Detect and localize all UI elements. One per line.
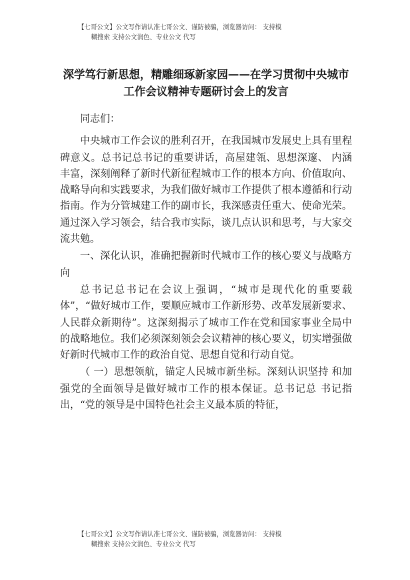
- footer-line-1: 【七哥公文】公文写作请认准七哥公文、谨防被骗，浏览器访问： 支持模: [78, 531, 282, 538]
- paragraph-section-1: 总书记总书记在会议上强调，“城市是现代化的重要载体”，“做好城市工作，要顺应城市工作新形势、改革发展新要求、人民群众新期待”。这深刻揭示了城市工作在党和国家事业全局中的战略地位。我们必须深刻领会会议精神的核心要义，切实增强做好新时代城市工作的政治自觉、思想自觉和行动自觉。: [60, 284, 352, 362]
- document-body: [60, 112, 352, 414]
- subsection-1: （ 一）思想领航，锚定人民城市新坐标。深刻认识坚持 和加强党的全面领导是做好城市工作的根本保证。总书记总 书记指出，“党的领导是中国特色社会主义最本质的特征，: [60, 367, 352, 412]
- footer-line-2: 糊搜索 支持公文润色、专业公文 代写: [91, 541, 196, 548]
- page-header: [78, 23, 374, 43]
- document-title: 深学笃行新思想，精雕细琢新家园——在学习贯彻中央城市工作会议精神专题研讨会上的发言: [63, 68, 349, 98]
- paragraph-intro: 中央城市工作会议的胜利召开，在我国城市发展史上具有里程碑意义。总书记总书记的重要讲话，高屋建瓴、思想深邃、 内涵丰富，深刻阐释了新时代新征程城市工作的根本方向、价值取向、战略导向和实践要求，为我们做好城市工作提供了根本遵循和行动指南。作为分管城建工作的副市长，我深感责任重大、使命光荣。通过深入学习领会，结合我市实际，谈几点认识和思考，与大家交流共勉。: [60, 136, 352, 246]
- page-footer: [78, 530, 374, 550]
- header-line-2: 糊搜索 支持公文润色、专业公文 代写: [91, 34, 196, 41]
- section-heading-1: 一、深化认识，准确把握新时代城市工作的核心要义与战略方向: [60, 251, 352, 279]
- greeting: 同志们：: [80, 114, 120, 125]
- header-line-1: 【七哥公文】公文写作请认准七哥公文、谨防被骗，浏览器访问： 支持模: [78, 24, 282, 31]
